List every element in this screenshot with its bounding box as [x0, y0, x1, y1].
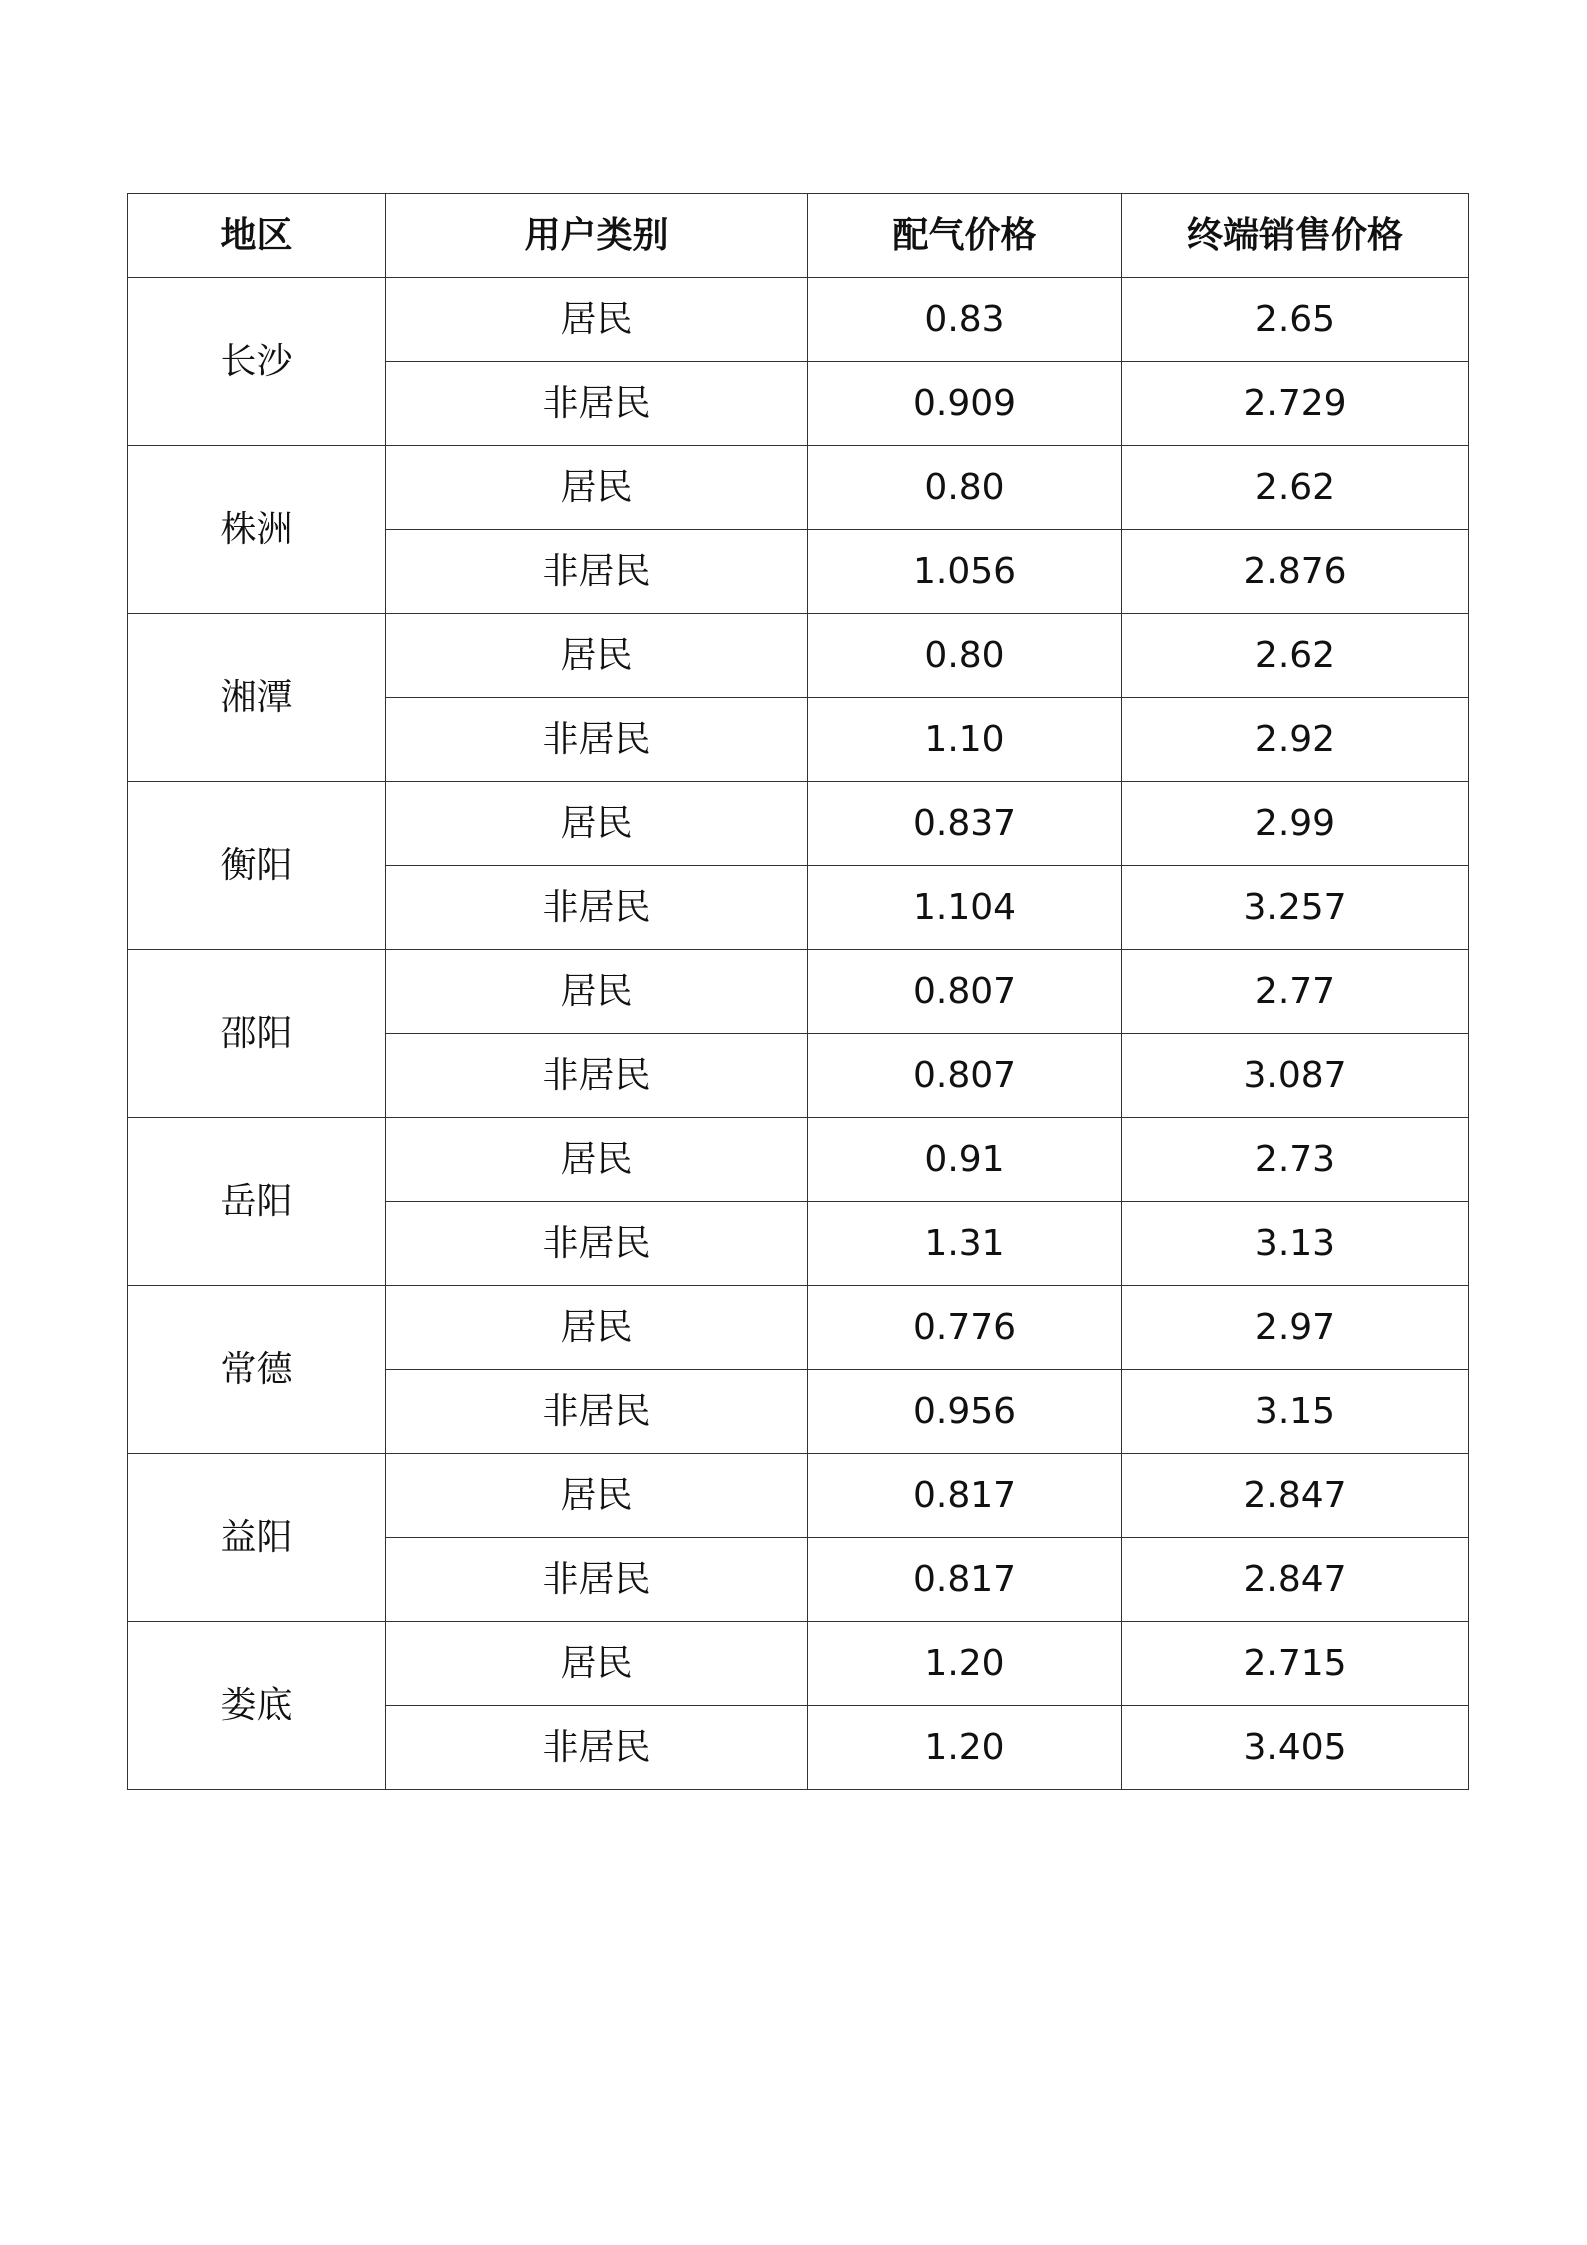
table-row [128, 950, 1469, 1034]
user-type-cell: 非居民 [386, 866, 808, 950]
user-type-cell: 居民 [386, 1454, 808, 1538]
region-cell: 娄底 [128, 1622, 386, 1790]
header-final-price: 终端销售价格 [1122, 194, 1469, 278]
final-price-cell: 2.715 [1122, 1622, 1469, 1706]
user-type-cell: 居民 [386, 1622, 808, 1706]
distribution-price-cell: 0.91 [808, 1118, 1122, 1202]
distribution-price-cell: 1.056 [808, 530, 1122, 614]
user-type-cell: 非居民 [386, 1538, 808, 1622]
user-type-cell: 居民 [386, 1118, 808, 1202]
header-distribution-price: 配气价格 [808, 194, 1122, 278]
user-type-cell: 非居民 [386, 530, 808, 614]
region-cell: 湘潭 [128, 614, 386, 782]
distribution-price-cell: 1.10 [808, 698, 1122, 782]
final-price-cell: 2.62 [1122, 446, 1469, 530]
user-type-cell: 非居民 [386, 1706, 808, 1790]
region-cell: 衡阳 [128, 782, 386, 950]
distribution-price-cell: 0.817 [808, 1454, 1122, 1538]
user-type-cell: 非居民 [386, 698, 808, 782]
user-type-cell: 非居民 [386, 362, 808, 446]
user-type-cell: 居民 [386, 950, 808, 1034]
table-row [128, 278, 1469, 362]
table-row [128, 614, 1469, 698]
user-type-cell: 非居民 [386, 1202, 808, 1286]
table-row [128, 782, 1469, 866]
distribution-price-cell: 0.80 [808, 446, 1122, 530]
header-user-type: 用户类别 [386, 194, 808, 278]
table-body [128, 278, 1469, 1790]
final-price-cell: 2.65 [1122, 278, 1469, 362]
final-price-cell: 2.847 [1122, 1538, 1469, 1622]
final-price-cell: 2.92 [1122, 698, 1469, 782]
final-price-cell: 2.62 [1122, 614, 1469, 698]
region-cell: 常德 [128, 1286, 386, 1454]
distribution-price-cell: 0.956 [808, 1370, 1122, 1454]
distribution-price-cell: 1.20 [808, 1706, 1122, 1790]
distribution-price-cell: 0.807 [808, 1034, 1122, 1118]
header-row [128, 194, 1469, 278]
region-cell: 邵阳 [128, 950, 386, 1118]
distribution-price-cell: 1.104 [808, 866, 1122, 950]
distribution-price-cell: 0.807 [808, 950, 1122, 1034]
user-type-cell: 居民 [386, 782, 808, 866]
table-row [128, 1118, 1469, 1202]
final-price-cell: 2.99 [1122, 782, 1469, 866]
table-header [128, 194, 1469, 278]
user-type-cell: 非居民 [386, 1034, 808, 1118]
distribution-price-cell: 0.837 [808, 782, 1122, 866]
user-type-cell: 非居民 [386, 1370, 808, 1454]
table-row [128, 446, 1469, 530]
region-cell: 株洲 [128, 446, 386, 614]
distribution-price-cell: 1.20 [808, 1622, 1122, 1706]
user-type-cell: 居民 [386, 446, 808, 530]
user-type-cell: 居民 [386, 1286, 808, 1370]
user-type-cell: 居民 [386, 614, 808, 698]
region-cell: 岳阳 [128, 1118, 386, 1286]
distribution-price-cell: 0.909 [808, 362, 1122, 446]
header-region: 地区 [128, 194, 386, 278]
table-row [128, 1454, 1469, 1538]
distribution-price-cell: 0.817 [808, 1538, 1122, 1622]
final-price-cell: 3.15 [1122, 1370, 1469, 1454]
final-price-cell: 2.77 [1122, 950, 1469, 1034]
user-type-cell: 居民 [386, 278, 808, 362]
table-row [128, 1622, 1469, 1706]
final-price-cell: 2.876 [1122, 530, 1469, 614]
final-price-cell: 2.73 [1122, 1118, 1469, 1202]
final-price-cell: 3.405 [1122, 1706, 1469, 1790]
gas-price-table [127, 193, 1469, 1790]
region-cell: 益阳 [128, 1454, 386, 1622]
distribution-price-cell: 0.776 [808, 1286, 1122, 1370]
distribution-price-cell: 1.31 [808, 1202, 1122, 1286]
distribution-price-cell: 0.80 [808, 614, 1122, 698]
region-cell: 长沙 [128, 278, 386, 446]
distribution-price-cell: 0.83 [808, 278, 1122, 362]
final-price-cell: 2.729 [1122, 362, 1469, 446]
table-row [128, 1286, 1469, 1370]
final-price-cell: 3.257 [1122, 866, 1469, 950]
final-price-cell: 3.13 [1122, 1202, 1469, 1286]
final-price-cell: 2.97 [1122, 1286, 1469, 1370]
final-price-cell: 2.847 [1122, 1454, 1469, 1538]
final-price-cell: 3.087 [1122, 1034, 1469, 1118]
